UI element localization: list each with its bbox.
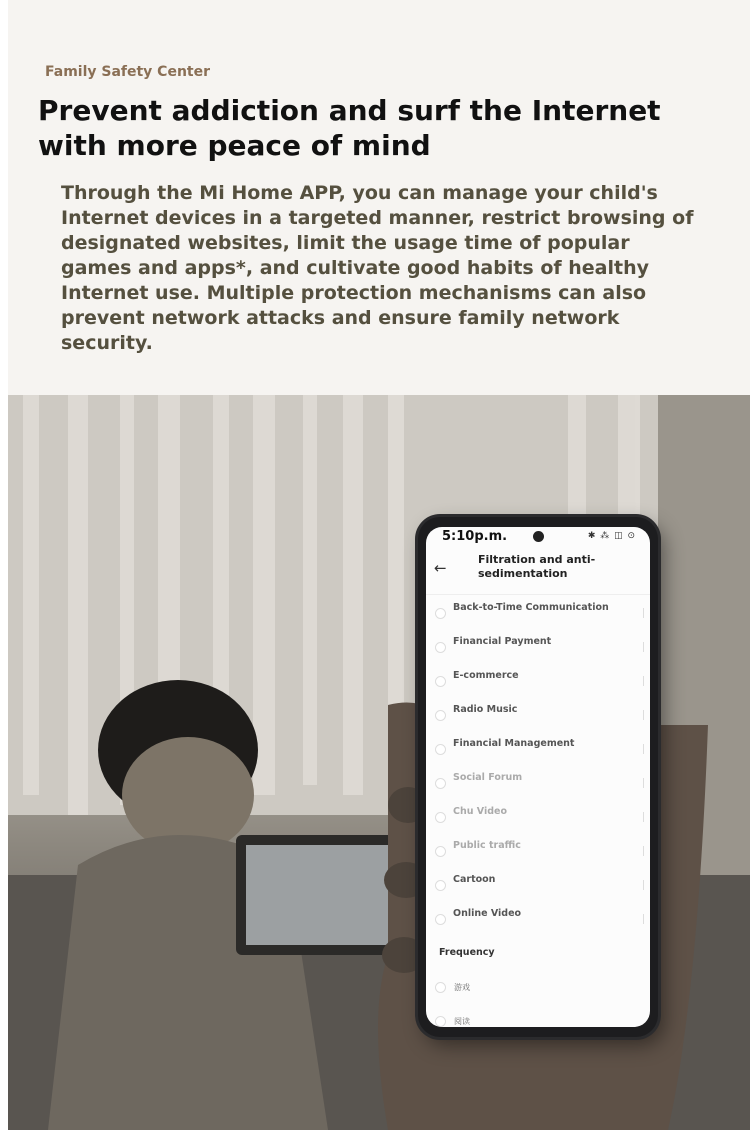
radio-icon[interactable] <box>435 676 446 687</box>
eyebrow-label: Family Safety Center <box>45 64 211 80</box>
radio-icon[interactable] <box>435 778 446 789</box>
chevron-right-icon <box>643 914 644 924</box>
list-item-label: 阅读 <box>454 1017 470 1026</box>
radio-icon[interactable] <box>435 1016 446 1027</box>
intro-panel <box>8 0 750 395</box>
chevron-right-icon <box>643 676 644 686</box>
list-item-label: Chu Video <box>453 806 508 817</box>
list-item[interactable] <box>426 665 650 699</box>
screen-title: Filtration and anti-sedimentation <box>478 553 596 580</box>
chevron-right-icon <box>643 880 644 890</box>
list-item-label: Financial Payment <box>453 636 552 647</box>
smartphone <box>418 517 658 1037</box>
chevron-right-icon <box>643 744 644 754</box>
laptop-screen <box>246 845 406 945</box>
status-bar <box>426 527 650 549</box>
list-item[interactable] <box>426 903 650 937</box>
radio-icon[interactable] <box>435 880 446 891</box>
section-header <box>426 937 650 971</box>
list-item[interactable] <box>426 801 650 835</box>
radio-icon[interactable] <box>435 744 446 755</box>
intro-paragraph: Through the Mi Home APP, you can manage your child's Internet devices in a targeted manner, restrict browsing of designated websites, limit the usage time of popular games and apps*, and cultivate good habits of healthy Internet use. Multiple protection mechanisms can also prevent network attacks and ensure family network security. <box>61 182 694 354</box>
page <box>8 0 750 1130</box>
radio-icon[interactable] <box>435 642 446 653</box>
radio-icon[interactable] <box>435 982 446 993</box>
front-camera-icon <box>533 531 544 542</box>
chevron-right-icon <box>643 812 644 822</box>
category-list <box>426 597 650 1027</box>
list-item-label: Radio Music <box>453 704 518 715</box>
list-item-label: Public traffic <box>453 840 521 851</box>
list-item-label: Social Forum <box>453 772 523 783</box>
list-item-label: Online Video <box>453 908 522 919</box>
title-line-1: Prevent addiction and surf the Internet <box>38 94 661 127</box>
chevron-right-icon <box>643 710 644 720</box>
radio-icon[interactable] <box>435 914 446 925</box>
list-item[interactable] <box>426 767 650 801</box>
list-item[interactable] <box>426 971 650 1005</box>
phone-screen <box>426 527 650 1027</box>
list-item[interactable] <box>426 835 650 869</box>
title-line-2: with more peace of mind <box>38 129 431 162</box>
section-label: Frequency <box>439 947 495 958</box>
app-header <box>426 549 650 595</box>
list-item[interactable] <box>426 1005 650 1027</box>
list-item[interactable] <box>426 631 650 665</box>
status-time: 5:10p.m. <box>442 529 508 544</box>
radio-icon[interactable] <box>435 846 446 857</box>
chevron-right-icon <box>643 642 644 652</box>
list-item[interactable] <box>426 699 650 733</box>
list-item[interactable] <box>426 733 650 767</box>
list-item-label: Financial Management <box>453 738 575 749</box>
list-item-label: E-commerce <box>453 670 519 681</box>
status-icons: ✱ ⁂ ◫ ⊙ <box>587 531 636 541</box>
radio-icon[interactable] <box>435 710 446 721</box>
arrow-left-icon[interactable]: ← <box>434 559 447 577</box>
chevron-right-icon <box>643 778 644 788</box>
list-item-label: Back-to-Time Communication <box>453 602 609 613</box>
chevron-right-icon <box>643 846 644 856</box>
list-item[interactable] <box>426 869 650 903</box>
page-title <box>38 93 678 163</box>
list-item-label: Cartoon <box>453 874 496 885</box>
lifestyle-photo <box>8 395 750 1130</box>
list-item[interactable] <box>426 597 650 631</box>
radio-icon[interactable] <box>435 812 446 823</box>
chevron-right-icon <box>643 608 644 618</box>
radio-icon[interactable] <box>435 608 446 619</box>
list-item-label: 游戏 <box>454 983 470 992</box>
